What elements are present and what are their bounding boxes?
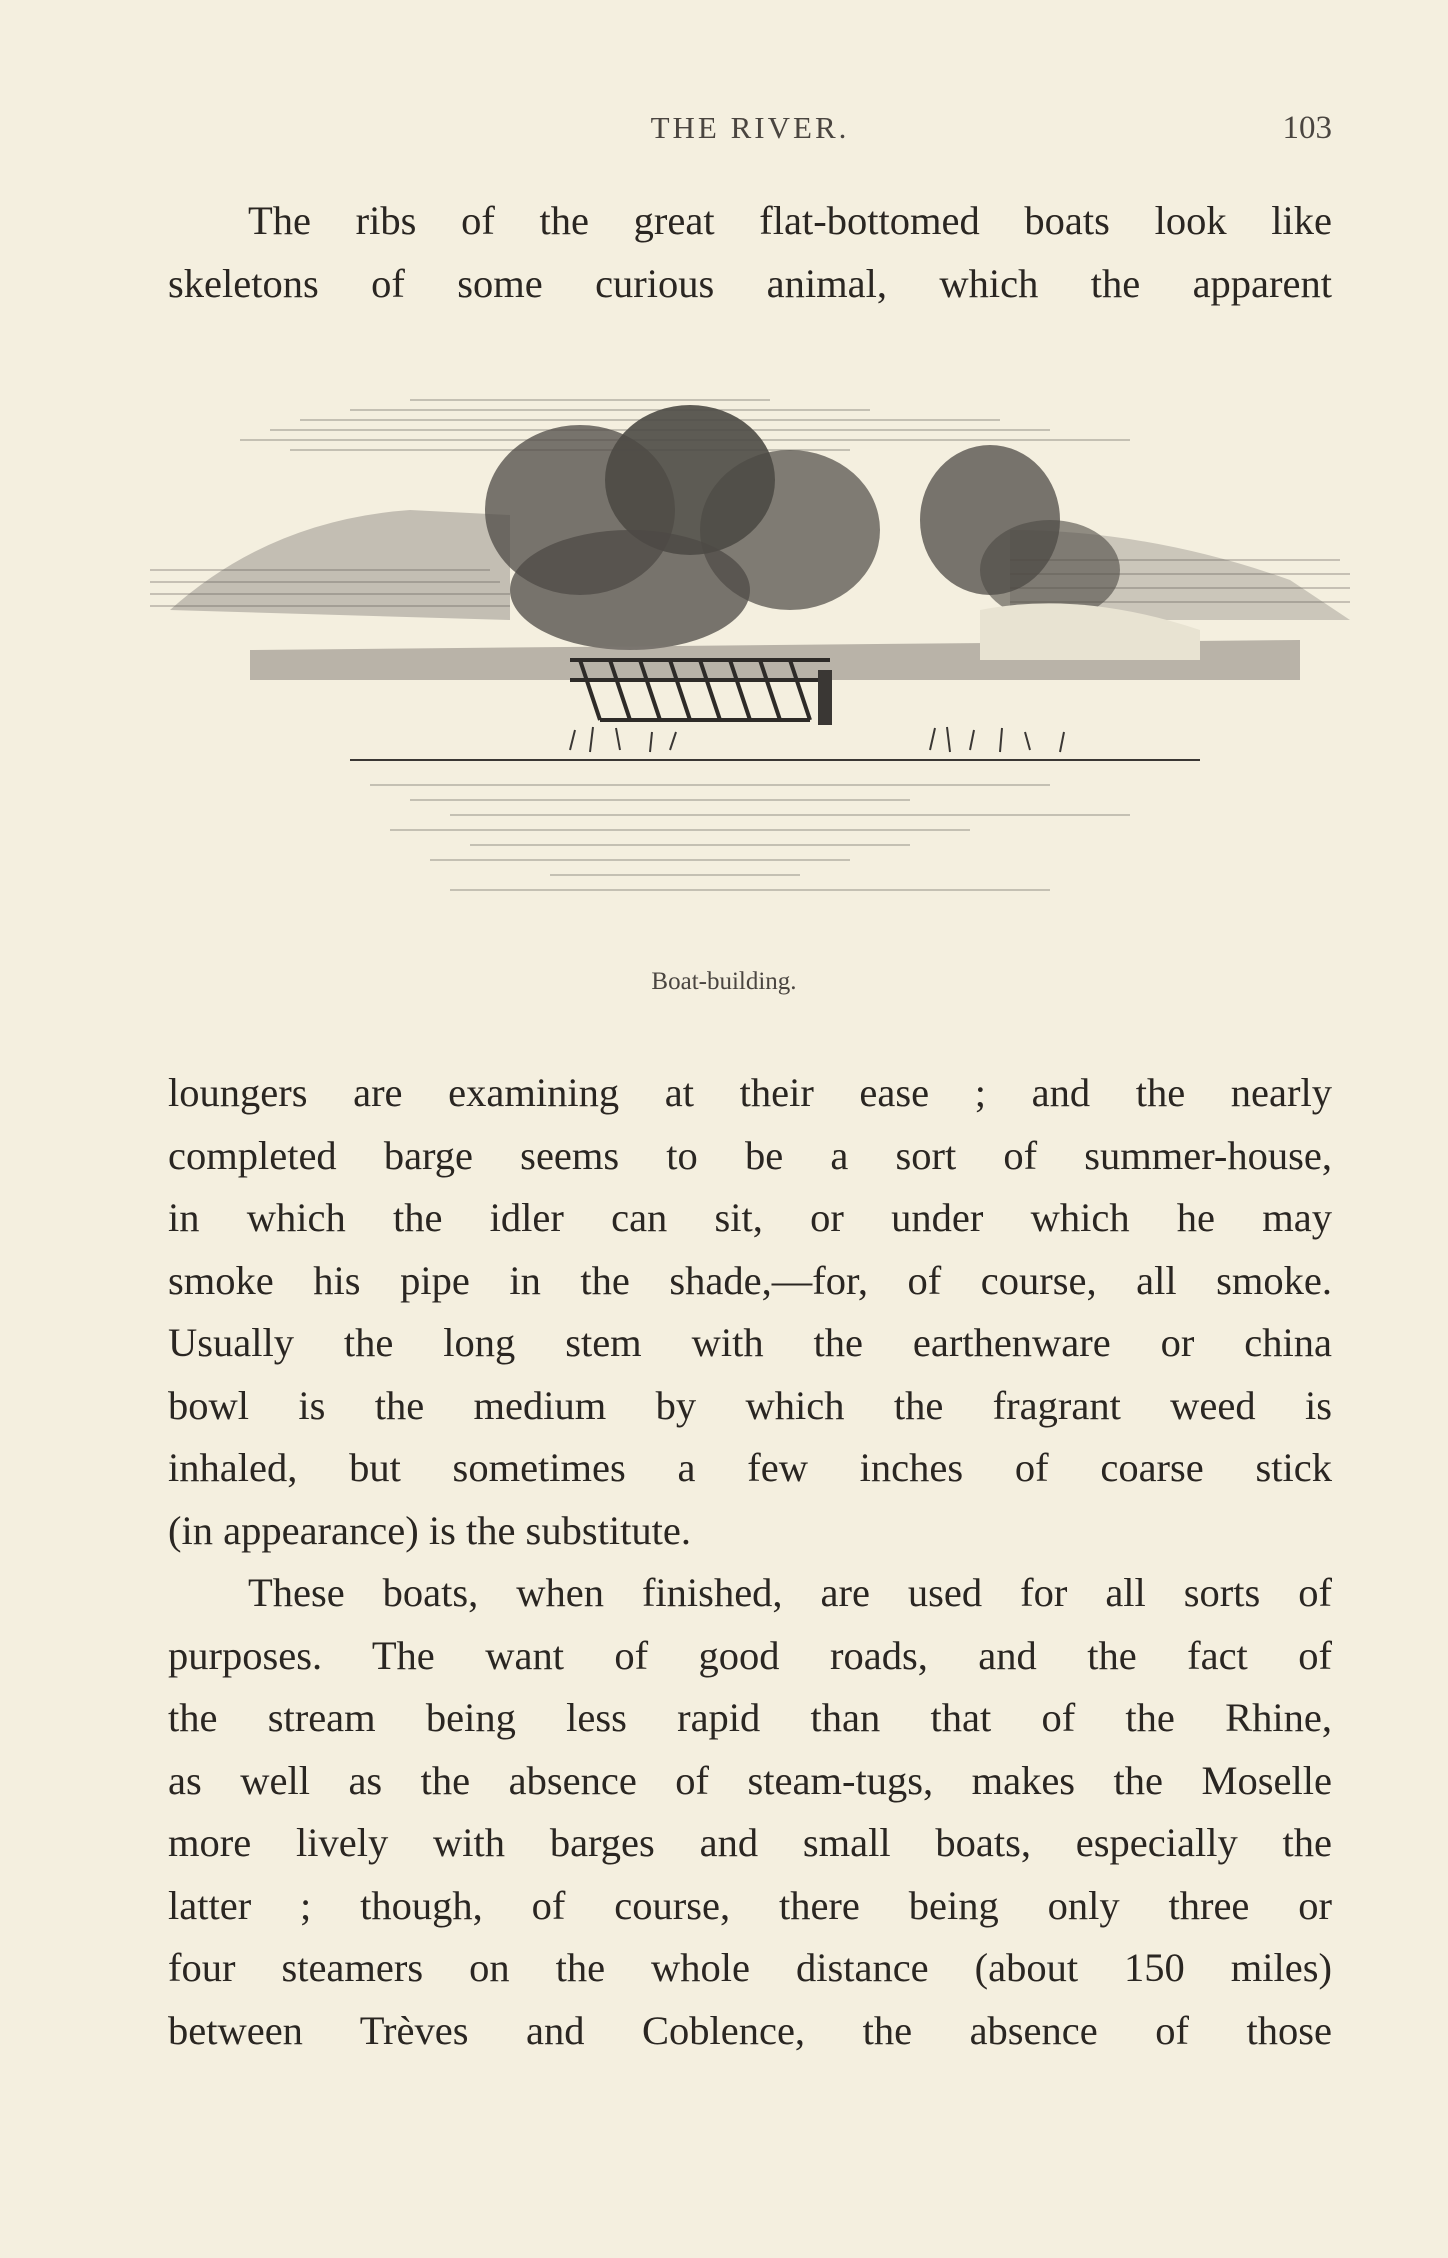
text-line: (in appearance) is the substitute. bbox=[168, 1507, 691, 1553]
text-line: These boats, when finished, are used for all sorts of bbox=[248, 1570, 1332, 1615]
boat-building-illustration bbox=[150, 380, 1350, 940]
text-line: completed barge seems to be a sort of summer-house, bbox=[168, 1132, 1332, 1178]
text-line: latter ; though, of course, there being only three or bbox=[168, 1882, 1332, 1928]
text-line: more lively with barges and small boats, especially the bbox=[168, 1820, 1332, 1865]
top-paragraph bbox=[168, 190, 1332, 315]
text-line: The ribs of the great flat-bottomed boats look like bbox=[248, 198, 1332, 243]
running-title: THE RIVER. bbox=[650, 110, 850, 145]
body-text bbox=[168, 1062, 1332, 2062]
text-line: Usually the long stem with the earthenware or china bbox=[168, 1320, 1332, 1365]
text-line: as well as the absence of steam-tugs, makes the Moselle bbox=[168, 1757, 1332, 1803]
text-line: four steamers on the whole distance (about 150 miles) bbox=[168, 1945, 1332, 1990]
page-number: 103 bbox=[1282, 110, 1332, 146]
figure-caption: Boat-building. bbox=[651, 968, 797, 995]
text-line: bowl is the medium by which the fragrant weed is bbox=[168, 1382, 1332, 1428]
text-line: smoke his pipe in the shade,—for, of course, all smoke. bbox=[168, 1257, 1332, 1303]
text-line: between Trèves and Coblence, the absence of those bbox=[168, 2007, 1332, 2053]
text-line: the stream being less rapid than that of the Rhine, bbox=[168, 1695, 1332, 1740]
text-line: inhaled, but sometimes a few inches of coarse stick bbox=[168, 1445, 1332, 1490]
text-line: purposes. The want of good roads, and the fact of bbox=[168, 1632, 1332, 1678]
text-line: loungers are examining at their ease ; and the nearly bbox=[168, 1070, 1332, 1115]
text-line: skeletons of some curious animal, which the apparent bbox=[168, 260, 1332, 306]
running-head bbox=[168, 110, 1332, 150]
text-line: in which the idler can sit, or under which he may bbox=[168, 1195, 1332, 1240]
